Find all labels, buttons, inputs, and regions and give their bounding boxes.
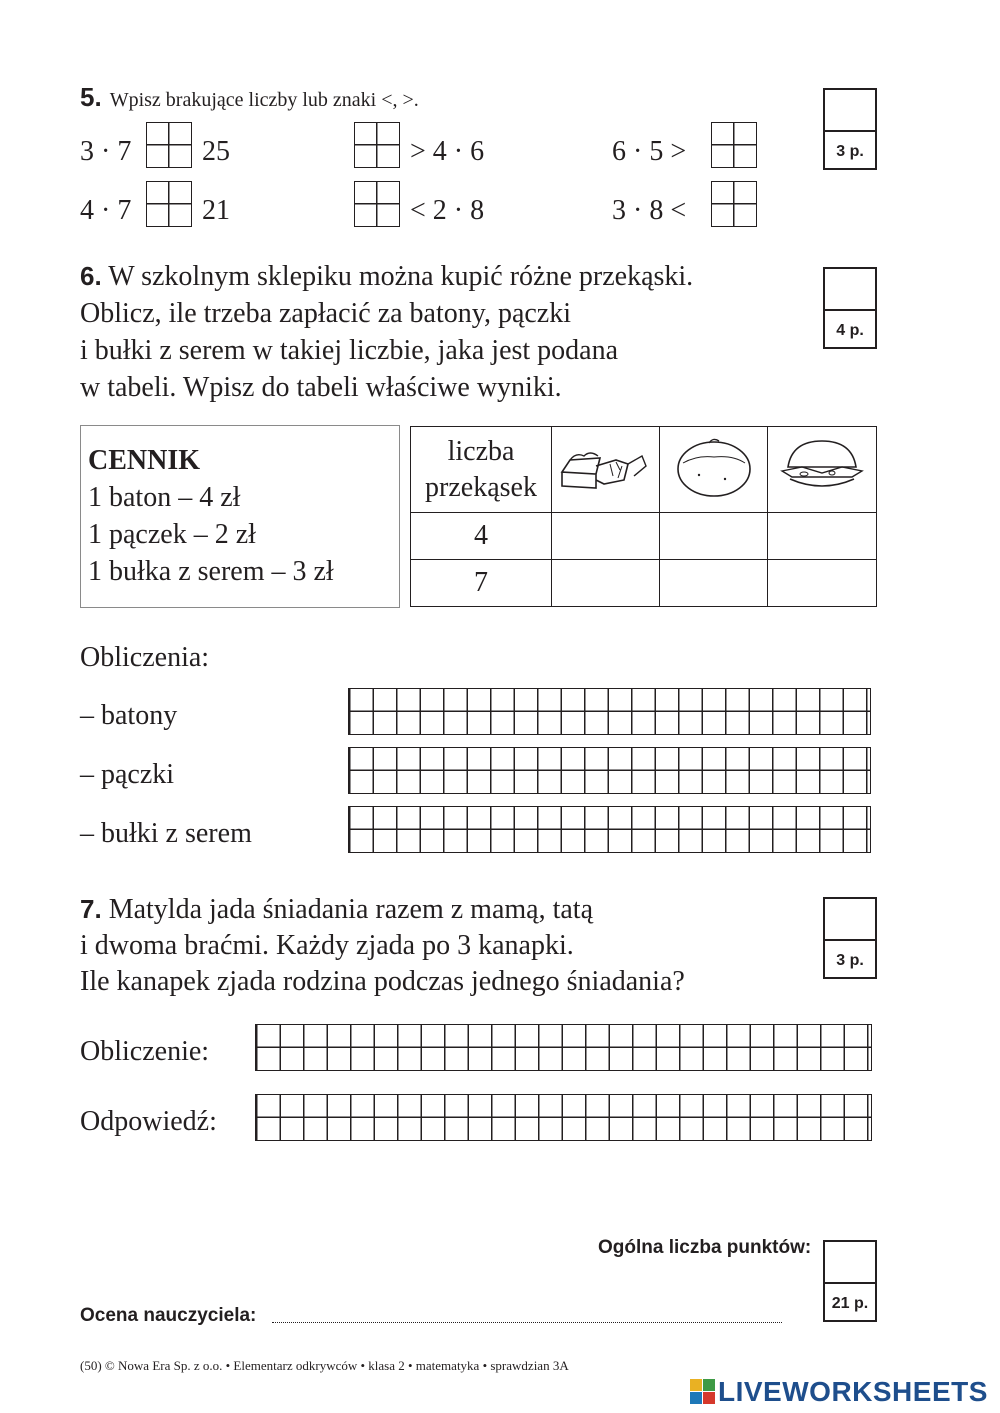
t5-r1-a-right: 25: [202, 136, 230, 167]
calc-row-label: – batony: [80, 700, 178, 731]
task5-score-input[interactable]: [825, 90, 875, 132]
calc-grid-batony[interactable]: [348, 688, 871, 735]
calc-row-label: – bułki z serem: [80, 818, 252, 849]
calc-label: Obliczenia:: [80, 642, 210, 673]
task6-number: 6.: [80, 261, 102, 291]
t5-r2-b-box[interactable]: [354, 181, 400, 227]
task5-heading: [80, 82, 419, 113]
task7-line3: Ile kanapek zjada rodzina podczas jednego śniadania?: [80, 966, 685, 997]
task6-points: 4 p.: [836, 322, 864, 339]
t5-r2-b-right: < 2 · 8: [410, 195, 485, 226]
task6-text: [80, 258, 693, 406]
task7-score-box: [823, 897, 877, 979]
task7-number: 7.: [80, 894, 102, 924]
table-header-cell: [411, 427, 552, 513]
footer-credit: (50) © Nowa Era Sp. z o.o. • Elementarz odkrywców • klasa 2 • matematyka • sprawdzian 3A: [80, 1358, 569, 1373]
header-line1: liczba: [447, 435, 515, 467]
t5-r2-a-box[interactable]: [146, 181, 192, 227]
calc-grid-bulki[interactable]: [348, 806, 871, 853]
cheese-bun-icon: [768, 427, 877, 513]
price-list: [80, 425, 400, 608]
t5-r2-c-left: 3 · 8 <: [612, 195, 687, 226]
task7-points: 3 p.: [836, 952, 864, 969]
task5-number: 5.: [80, 82, 102, 112]
task7-answer-label: Odpowiedź:: [80, 1106, 217, 1137]
brand-logo[interactable]: [690, 1376, 988, 1408]
answer-cell[interactable]: [660, 513, 768, 560]
t5-r2-c-box[interactable]: [711, 181, 757, 227]
total-score-input[interactable]: [825, 1242, 875, 1284]
task7-calc-label: Obliczenie:: [80, 1036, 210, 1067]
task7-text: [80, 891, 685, 1000]
task7-line1: Matylda jada śniadania razem z mamą, tatą: [108, 894, 594, 925]
t5-r1-a-left: 3 · 7: [80, 136, 132, 167]
t5-r1-c-box[interactable]: [711, 122, 757, 168]
task5-score-box: [823, 88, 877, 170]
t5-r1-a-box[interactable]: [146, 122, 192, 168]
brand-text: LIVEWORKSHEETS: [718, 1376, 988, 1407]
teacher-grade-line[interactable]: [272, 1322, 782, 1323]
answer-cell[interactable]: [552, 513, 660, 560]
calc-grid-paczki[interactable]: [348, 747, 871, 794]
task5-points: 3 p.: [836, 143, 864, 160]
t5-r1-b-right: > 4 · 6: [410, 136, 485, 167]
price-item: 1 baton – 4 zł: [88, 482, 241, 513]
task7-score-input[interactable]: [825, 899, 875, 941]
t5-r2-a-right: 21: [202, 195, 230, 226]
total-score-box: [823, 1240, 877, 1322]
task6-score-box: [823, 267, 877, 349]
total-points: 21 p.: [831, 1295, 869, 1312]
t5-r2-a-left: 4 · 7: [80, 195, 132, 226]
donut-icon: [660, 427, 768, 513]
row-count: 4: [411, 513, 552, 560]
answer-cell[interactable]: [552, 560, 660, 607]
answer-cell[interactable]: [768, 560, 877, 607]
task7-line2: i dwoma braćmi. Każdy zjada po 3 kanapki.: [80, 930, 574, 961]
snack-table: [410, 426, 877, 607]
task7-calc-grid[interactable]: [255, 1024, 872, 1071]
calc-row-label: – pączki: [80, 759, 175, 790]
price-item: 1 bułka z serem – 3 zł: [88, 556, 334, 587]
task6-line2: Oblicz, ile trzeba zapłacić za batony, pączki: [80, 298, 572, 329]
brand-logo-icon: [690, 1379, 716, 1405]
answer-cell[interactable]: [660, 560, 768, 607]
price-list-title: CENNIK: [88, 445, 201, 476]
candy-bar-icon: [552, 427, 660, 513]
row-count: 7: [411, 560, 552, 607]
task6-line4: w tabeli. Wpisz do tabeli właściwe wyniki.: [80, 372, 562, 403]
answer-cell[interactable]: [768, 513, 877, 560]
header-line2: przekąsek: [425, 471, 537, 503]
total-points-label: Ogólna liczba punktów:: [598, 1237, 812, 1258]
teacher-grade-label: Ocena nauczyciela:: [80, 1305, 257, 1326]
t5-r1-b-box[interactable]: [354, 122, 400, 168]
task5-instruction: Wpisz brakujące liczby lub znaki <, >.: [109, 89, 419, 111]
task6-score-input[interactable]: [825, 269, 875, 311]
task6-line3: i bułki z serem w takiej liczbie, jaka jest podana: [80, 335, 619, 366]
t5-r1-c-left: 6 · 5 >: [612, 136, 687, 167]
task7-answer-grid[interactable]: [255, 1094, 872, 1141]
task6-line1: W szkolnym sklepiku można kupić różne przekąski.: [108, 261, 694, 292]
price-item: 1 pączek – 2 zł: [88, 519, 256, 550]
